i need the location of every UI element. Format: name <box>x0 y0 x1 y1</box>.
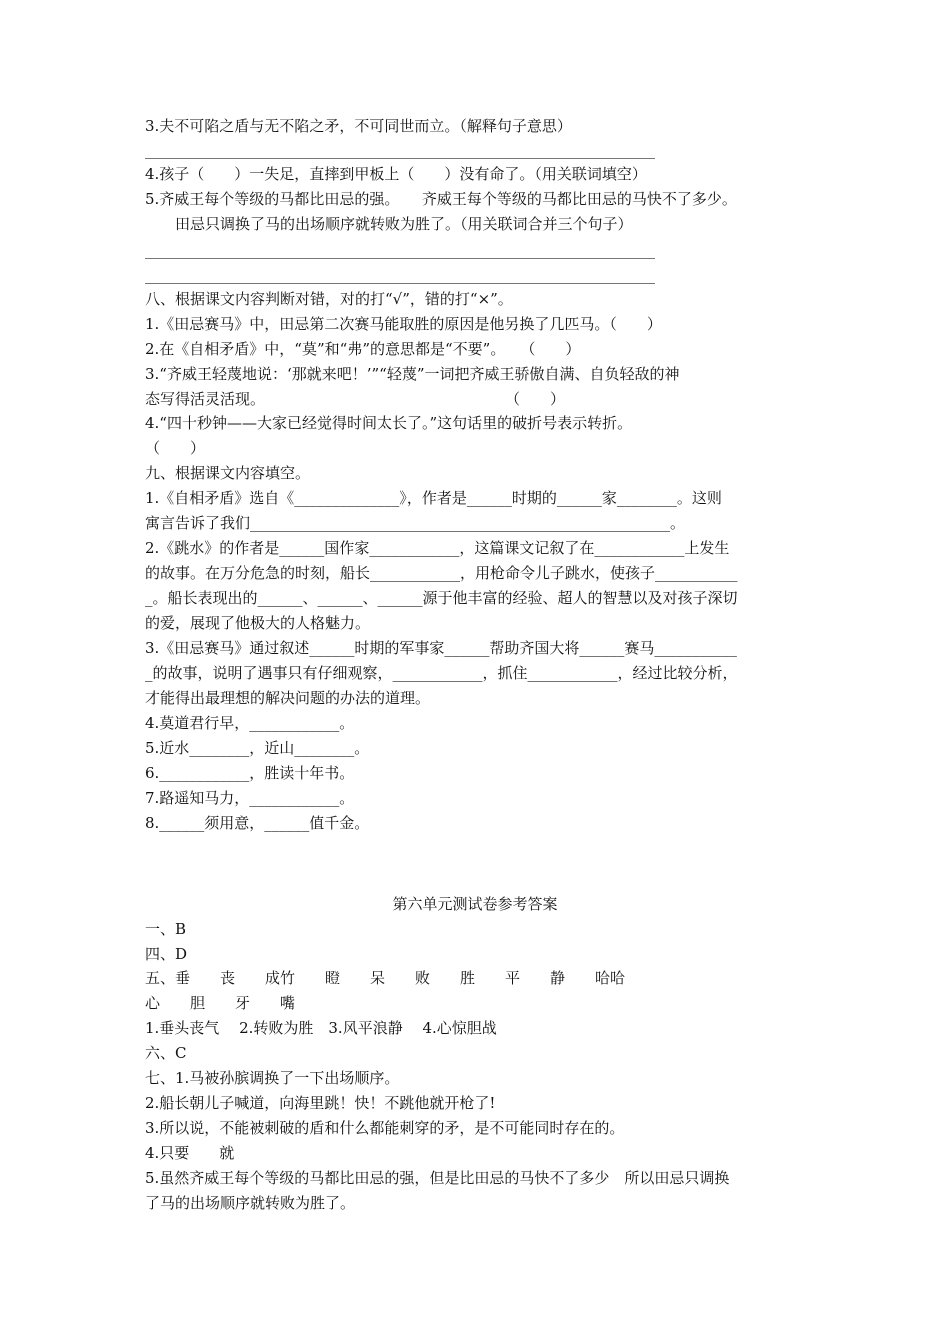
section-9-heading: 九、根据课文内容填空。 <box>145 464 311 482</box>
fill-item-6: 6.____________，胜读十年书。 <box>145 764 355 782</box>
question-5-cont: 田忌只调换了马的出场顺序就转败为胜了。（用关联词合并三个句子） <box>145 215 633 233</box>
answer-key-title: 第六单元测试卷参考答案 <box>392 895 558 913</box>
judge-item-4-bracket: （ ） <box>145 439 206 457</box>
answer-line: 四、D <box>145 945 188 963</box>
answer-line: 5.虽然齐威王每个等级的马都比田忌的强，但是比田忌的马快不了多少 所以田忌只调换 <box>145 1169 730 1187</box>
judge-item-3: 3.“齐威王轻蔑地说：‘那就来吧！’”“轻蔑”一词把齐威王骄傲自满、自负轻敌的神 <box>145 365 680 383</box>
judge-item-3-cont: 态写得活灵活现。 （ ） <box>145 390 566 408</box>
answer-blank-line <box>145 158 655 159</box>
fill-item-3-cont: _的故事，说明了遇事只有仔细观察，____________，抓住____________，经过比较分析， <box>145 664 738 682</box>
answer-line: 1.垂头丧气 2.转败为胜 3.风平浪静 4.心惊胆战 <box>145 1019 497 1037</box>
answer-line: 六、C <box>145 1044 187 1062</box>
answer-line: 3.所以说，不能被刺破的盾和什么都能刺穿的矛，是不可能同时存在的。 <box>145 1119 625 1137</box>
answer-blank-line <box>145 258 655 259</box>
answer-line: 五、垂 丧 成竹 瞪 呆 败 胜 平 静 哈哈 <box>145 969 626 987</box>
judge-item-1: 1.《田忌赛马》中，田忌第二次赛马能取胜的原因是他另换了几匹马。（ ） <box>145 315 662 333</box>
question-4: 4.孩子（ ）一失足，直摔到甲板上（ ）没有命了。（用关联词填空） <box>145 165 647 183</box>
fill-item-2-cont: 的故事。在万分危急的时刻，船长____________，用枪命令儿子跳水，使孩子___________ <box>145 564 738 582</box>
answer-line: 一、B <box>145 920 187 938</box>
question-5: 5.齐威王每个等级的马都比田忌的强。 齐威王每个等级的马都比田忌的马快不了多少。 <box>145 190 737 208</box>
fill-item-7: 7.路遥知马力，____________。 <box>145 789 355 807</box>
answer-blank-line <box>145 283 655 284</box>
question-3: 3.夫不可陷之盾与无不陷之矛，不可同世而立。（解释句子意思） <box>145 117 572 135</box>
answer-line: 2.船长朝儿子喊道，向海里跳！快！不跳他就开枪了! <box>145 1094 496 1112</box>
judge-item-4: 4.“四十秒钟——大家已经觉得时间太长了。”这句话里的破折号表示转折。 <box>145 414 633 432</box>
answer-line: 心 胆 牙 嘴 <box>145 994 296 1012</box>
fill-item-8: 8.______须用意，______值千金。 <box>145 814 370 832</box>
fill-item-3: 3.《田忌赛马》通过叙述______时期的军事家______帮助齐国大将______赛马___________ <box>145 639 737 657</box>
fill-item-5: 5.近水________，近山________。 <box>145 739 370 757</box>
fill-item-2: 2.《跳水》的作者是______国作家____________，这篇课文记叙了在____________上发生 <box>145 539 730 557</box>
fill-item-1: 1.《自相矛盾》选自《______________》，作者是______时期的______家________。这则 <box>145 489 722 507</box>
answer-line: 了马的出场顺序就转败为胜了。 <box>145 1194 356 1212</box>
judge-item-2: 2.在《自相矛盾》中，“莫”和“弗”的意思都是“不要”。 （ ） <box>145 340 581 358</box>
answer-line: 4.只要 就 <box>145 1144 235 1162</box>
fill-item-2-cont: _。船长表现出的______、______、______源于他丰富的经验、超人的智慧以及对孩子深切 <box>145 589 738 607</box>
answer-line: 七、1.马被孙膑调换了一下出场顺序。 <box>145 1069 400 1087</box>
fill-item-2-cont: 的爱，展现了他极大的人格魅力。 <box>145 614 371 632</box>
fill-item-1-cont: 寓言告诉了我们________________________________________________________。 <box>145 514 686 532</box>
fill-item-3-cont: 才能得出最理想的解决问题的办法的道理。 <box>145 689 431 707</box>
fill-item-4: 4.莫道君行早，____________。 <box>145 714 355 732</box>
section-8-heading: 八、根据课文内容判断对错，对的打“√”，错的打“×”。 <box>145 290 513 308</box>
